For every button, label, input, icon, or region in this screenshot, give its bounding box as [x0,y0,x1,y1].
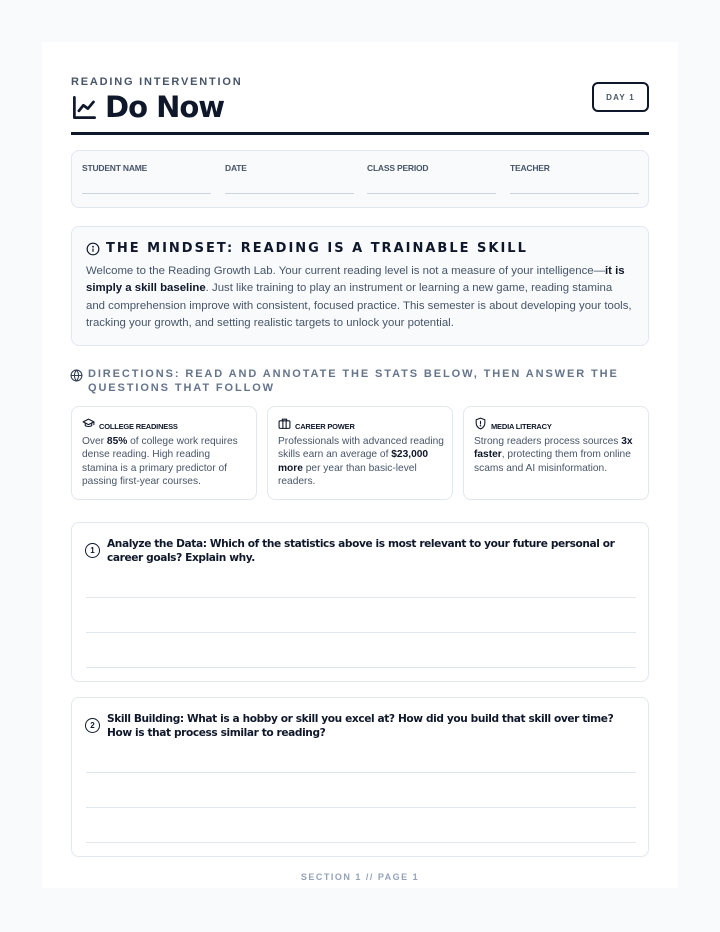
stat-text-pre: Professionals with advanced reading skills earn an average of [278,436,444,461]
stat-text-post: of college work requires dense reading. High reading stamina is a primary predictor of passing first-year courses. [82,436,238,487]
stat-text-post: , protecting them from online scams and AI misinformation. [474,449,631,474]
answer-line[interactable] [86,807,636,808]
mindset-text-bold: it is simply a skill baseline [86,265,625,295]
date-line [225,193,354,194]
stat-label: COLLEGE READINESS [99,421,178,431]
mindset-text-2: . Just like training to play an instrument or learning a new game, reading stamina and comprehension improve with consistent, focused practice. This semester is about developing your tools, tracking your growth, and setting realistic targets to unlock your potential. [86,282,632,330]
answer-line[interactable] [86,667,636,668]
stat-heading [474,417,552,435]
student-name-field[interactable] [82,163,211,194]
teacher-field[interactable] [510,163,639,194]
shield-icon [474,417,487,435]
info-icon [86,241,100,261]
teacher-label: TEACHER [510,163,550,173]
teacher-line [510,193,639,194]
mindset-heading [86,241,528,261]
stat-card-college-readiness [71,406,257,500]
stat-card-media-literacy [463,406,649,500]
mindset-text-1: Welcome to the Reading Growth Lab. Your current reading level is not a measure of your intelligence— [86,265,605,277]
trending-chart-icon [71,94,98,121]
student-name-label: STUDENT NAME [82,163,148,173]
student-name-line [82,193,211,194]
stat-text-pre: Over [82,436,107,447]
page-title: Do Now [105,90,225,124]
question-card-2 [71,697,649,857]
class-period-label: CLASS PERIOD [367,163,429,173]
directions-heading [70,367,650,395]
directions-text: DIRECTIONS: READ AND ANNOTATE THE STATS BELOW, THEN ANSWER THE QUESTIONS THAT FOLLOW [88,368,619,394]
question-text: Analyze the Data: Which of the statistics above is most relevant to your future personal or career goals? Explain why. [107,538,615,564]
stat-highlight: $23,000 more [278,449,429,474]
stat-heading [82,417,178,435]
stat-text-post: per year than basic-level readers. [278,462,417,487]
date-label: DATE [225,163,247,173]
class-period-line [367,193,496,194]
stat-highlight: 85% [106,436,128,447]
question-number-badge: 2 [85,718,100,733]
mindset-title: THE MINDSET: READING IS A TRAINABLE SKILL [106,241,528,256]
globe-icon [70,367,83,387]
worksheet-page [42,42,678,888]
question-number-badge: 1 [85,543,100,558]
eyebrow-label: READING INTERVENTION [71,76,243,88]
student-info-card [71,150,649,208]
question-text: Skill Building: What is a hobby or skill you excel at? How did you build that skill over time? How is that process similar to reading? [107,713,614,739]
stat-text [278,435,444,488]
class-period-field[interactable] [367,163,496,194]
stat-card-career-power [267,406,453,500]
mindset-paragraph [86,263,634,333]
briefcase-icon [278,417,291,435]
answer-line[interactable] [86,597,636,598]
stat-highlight: 3x faster [474,436,633,461]
mindset-card [71,226,649,346]
stat-label: MEDIA LITERACY [491,421,552,431]
stat-text-pre: Strong readers process sources [474,436,622,447]
graduation-cap-icon [82,417,95,435]
stat-label: CAREER POWER [295,421,355,431]
answer-line[interactable] [86,772,636,773]
stat-text [474,435,640,475]
answer-line[interactable] [86,842,636,843]
answer-line[interactable] [86,632,636,633]
day-badge: DAY 1 [592,82,649,112]
page-footer: SECTION 1 // PAGE 1 [300,872,420,882]
title-row [71,90,224,124]
stat-heading [278,417,355,435]
stat-text [82,435,248,488]
worksheet-header [71,76,649,135]
date-field[interactable] [225,163,354,194]
question-card-1 [71,522,649,682]
